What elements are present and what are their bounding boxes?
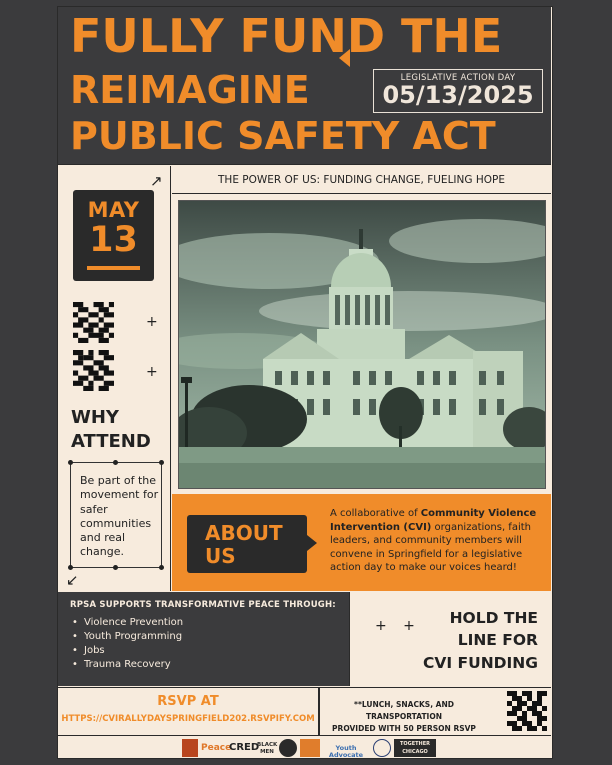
- arrow-down-left-icon: ↙: [66, 571, 79, 589]
- corner-dot: [159, 460, 164, 465]
- about-text-bold: Community Violence Intervention (CVI): [330, 508, 537, 533]
- about-heading-line-2: US: [205, 544, 236, 568]
- rsvp-link[interactable]: HTTPS://CVIRALLYDAYSPRINGFIELD202.RSVPIFY.COM: [61, 714, 315, 724]
- legislative-day-date: 05/13/2025: [382, 81, 534, 109]
- checker-pattern-icon: [73, 350, 114, 391]
- why-line-1: WHY: [71, 407, 119, 428]
- list-item: • Jobs: [84, 644, 183, 658]
- supports-pointer-icon: [339, 49, 350, 67]
- rsvp-section: [58, 687, 551, 734]
- list-item: • Youth Programming: [84, 630, 183, 644]
- arrow-up-right-icon: ↗: [150, 172, 163, 190]
- crosshair-icon: + +: [375, 618, 421, 634]
- corner-dot: [68, 565, 73, 570]
- about-us-heading: [187, 515, 307, 573]
- legislative-day-badge: [373, 69, 543, 113]
- logo-chicago-cred: CRED: [229, 742, 260, 753]
- crosshair-icon: +: [146, 314, 158, 330]
- supports-section: [58, 592, 350, 686]
- supports-title: RPSA SUPPORTS TRANSFORMATIVE PEACE THROUGH:: [70, 600, 336, 610]
- list-item: • Violence Prevention: [84, 616, 183, 630]
- title-line-3: PUBLIC SAFETY ACT: [70, 114, 496, 158]
- hold-the-line-section: [351, 592, 551, 686]
- header-banner: [58, 7, 551, 165]
- logo-round-seal: [373, 739, 391, 757]
- event-day: 13: [89, 220, 138, 260]
- logo-circle-mark: [279, 739, 297, 757]
- checker-pattern-icon: [507, 691, 547, 731]
- about-text: [330, 507, 542, 575]
- lunch-note: [320, 699, 488, 735]
- checker-pattern-icon: [73, 302, 114, 343]
- title-line-2: REIMAGINE: [70, 68, 310, 112]
- about-text-rest: organizations, faith leaders, and community members will convene in Springfield for a legislative action day to make our voices heard!: [330, 521, 531, 573]
- crosshair-icon: +: [146, 364, 158, 380]
- date-underline: [87, 266, 140, 270]
- about-section: [172, 494, 551, 591]
- lunch-line-1: **LUNCH, SNACKS, AND TRANSPORTATION: [354, 700, 454, 721]
- tagline: THE POWER OF US: FUNDING CHANGE, FUELING HOPE: [172, 166, 551, 194]
- logo-together-chicago: TOGETHER CHICAGO: [394, 739, 436, 757]
- logo-peace-project: Peace: [201, 743, 232, 753]
- hold-line-3: CVI FUNDING: [422, 653, 538, 672]
- logo-seal: [182, 739, 198, 757]
- logo-black-men: BLACK MEN: [257, 742, 278, 755]
- hold-the-line-text: [423, 607, 538, 674]
- why-attend-text: Be part of the movement for safer communities and real change.: [80, 474, 159, 559]
- left-column: [58, 166, 171, 591]
- list-item: • Trauma Recovery: [84, 658, 183, 672]
- why-attend-box: [70, 462, 162, 568]
- legislative-day-label: LEGISLATIVE ACTION DAY: [400, 73, 516, 83]
- about-pointer-icon: [307, 535, 317, 551]
- capitol-building-image: [179, 201, 546, 489]
- title-line-1: FULLY FUND THE: [70, 9, 503, 63]
- event-date-box: [73, 190, 154, 281]
- hold-line-2: LINE FOR: [457, 631, 538, 650]
- hold-line-1: HOLD THE: [449, 609, 538, 627]
- corner-dot: [113, 565, 118, 570]
- corner-dot: [113, 460, 118, 465]
- poster: [57, 6, 553, 759]
- event-month: MAY: [87, 198, 140, 222]
- logo-youth-advocate: Youth Advocate: [328, 744, 364, 759]
- why-attend-heading: [71, 406, 151, 455]
- partner-logos: [58, 735, 551, 759]
- corner-dot: [68, 460, 73, 465]
- rsvp-label: RSVP AT: [157, 694, 219, 709]
- why-line-2: ATTEND: [71, 431, 151, 453]
- about-text-intro: A collaborative of: [330, 508, 421, 519]
- lunch-line-2: PROVIDED WITH 50 PERSON RSVP: [332, 724, 476, 733]
- capitol-photo: [178, 200, 546, 489]
- corner-dot: [159, 565, 164, 570]
- logo-orange-mark: [300, 739, 320, 757]
- about-heading-line-1: ABOUT: [205, 521, 283, 545]
- supports-list: [84, 616, 183, 672]
